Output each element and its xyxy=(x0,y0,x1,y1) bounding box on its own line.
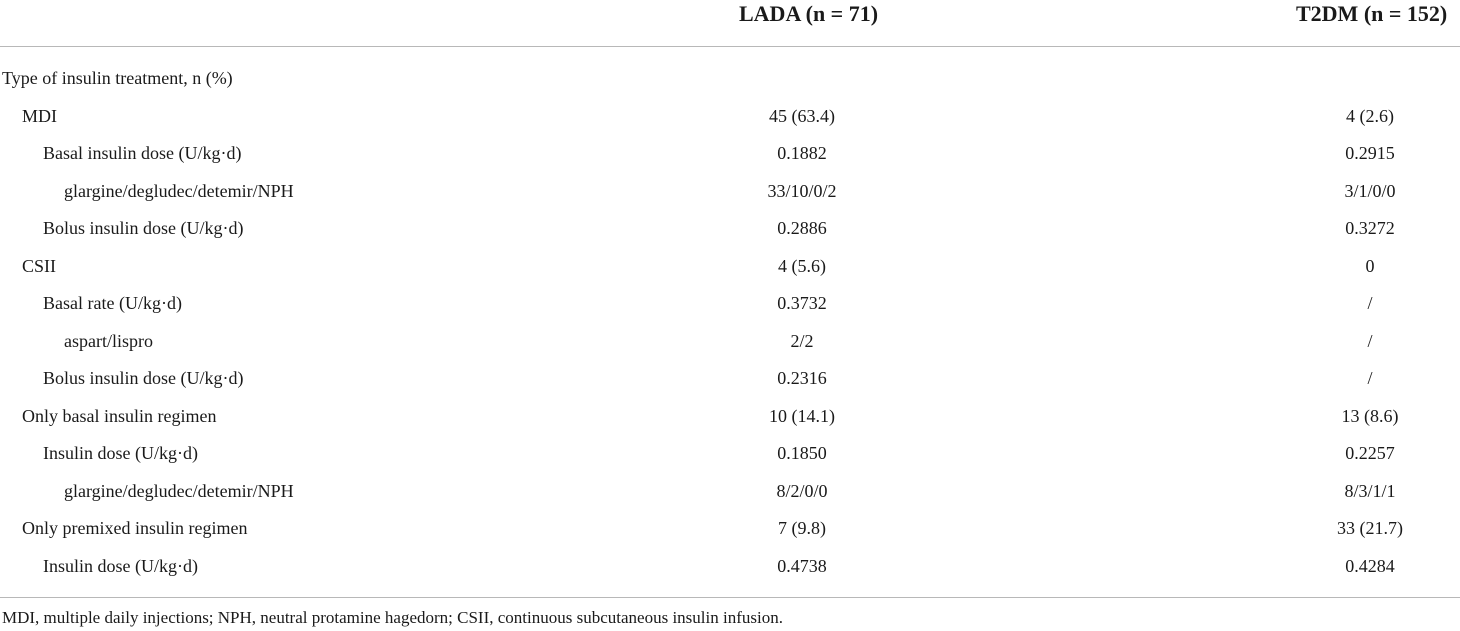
table-body xyxy=(0,60,1460,585)
cell-t2dm: / xyxy=(1367,330,1373,351)
footer-divider xyxy=(0,597,1460,598)
cell-lada: 10 (14.1) xyxy=(769,405,835,426)
table-row xyxy=(0,398,1460,436)
cell-lada: 0.2316 xyxy=(777,368,827,388)
row-label: Bolus insulin dose (U/kg·d) xyxy=(43,218,244,238)
cell-lada: 2/2 xyxy=(790,330,814,351)
row-label: Basal rate (U/kg·d) xyxy=(43,293,182,313)
cell-lada: 45 (63.4) xyxy=(769,105,835,126)
row-label: Insulin dose (U/kg·d) xyxy=(43,555,198,576)
cell-lada: 4 (5.6) xyxy=(778,255,826,276)
cell-t2dm: 0.4284 xyxy=(1345,555,1395,576)
column-header-t2dm: T2DM (n = 152) xyxy=(1296,1,1448,26)
row-label: Insulin dose (U/kg·d) xyxy=(43,443,198,463)
cell-lada: 0.3732 xyxy=(777,293,827,313)
row-label: Basal insulin dose (U/kg·d) xyxy=(43,143,242,163)
row-label: Type of insulin treatment, n (%) xyxy=(2,68,233,88)
table-row xyxy=(0,60,1460,98)
table-row xyxy=(0,510,1460,548)
cell-t2dm: 4 (2.6) xyxy=(1346,105,1394,126)
cell-t2dm: 0 xyxy=(1365,255,1375,276)
cell-t2dm: 0.2257 xyxy=(1345,443,1395,463)
column-header-lada: LADA (n = 71) xyxy=(739,1,879,26)
table-row xyxy=(0,173,1460,211)
cell-t2dm: 0.2915 xyxy=(1345,143,1395,163)
table-row xyxy=(0,135,1460,173)
table-row xyxy=(0,548,1460,586)
row-label: CSII xyxy=(22,255,57,276)
table-row xyxy=(0,98,1460,136)
cell-lada: 8/2/0/0 xyxy=(776,480,828,501)
table-row xyxy=(0,473,1460,511)
table-row xyxy=(0,360,1460,398)
cell-lada: 7 (9.8) xyxy=(778,518,826,538)
cell-t2dm: 13 (8.6) xyxy=(1341,405,1399,426)
cell-lada: 33/10/0/2 xyxy=(767,180,837,201)
row-label: glargine/degludec/detemir/NPH xyxy=(64,180,294,201)
table-row xyxy=(0,285,1460,323)
cell-t2dm: 33 (21.7) xyxy=(1337,518,1403,538)
header-divider xyxy=(0,46,1460,47)
row-label: Bolus insulin dose (U/kg·d) xyxy=(43,368,244,388)
cell-t2dm: 3/1/0/0 xyxy=(1344,180,1396,201)
cell-lada: 0.2886 xyxy=(777,218,827,238)
row-label: Only premixed insulin regimen xyxy=(22,518,248,538)
table-row xyxy=(0,323,1460,361)
table-header xyxy=(0,0,1460,46)
table-row xyxy=(0,248,1460,286)
row-label: MDI xyxy=(22,105,57,126)
table-footnote: MDI, multiple daily injections; NPH, neutral protamine hagedorn; CSII, continuous subcutaneous insulin infusion. xyxy=(2,608,783,627)
row-label: Only basal insulin regimen xyxy=(22,405,217,426)
cell-lada: 0.4738 xyxy=(777,555,827,576)
cell-lada: 0.1882 xyxy=(777,143,827,163)
cell-t2dm: / xyxy=(1367,368,1373,388)
cell-lada: 0.1850 xyxy=(777,443,827,463)
cell-t2dm: 0.3272 xyxy=(1345,218,1395,238)
row-label: glargine/degludec/detemir/NPH xyxy=(64,480,294,501)
row-label: aspart/lispro xyxy=(64,330,153,351)
table-row xyxy=(0,435,1460,473)
cell-t2dm: / xyxy=(1367,293,1373,313)
table-row xyxy=(0,210,1460,248)
cell-t2dm: 8/3/1/1 xyxy=(1344,480,1396,501)
